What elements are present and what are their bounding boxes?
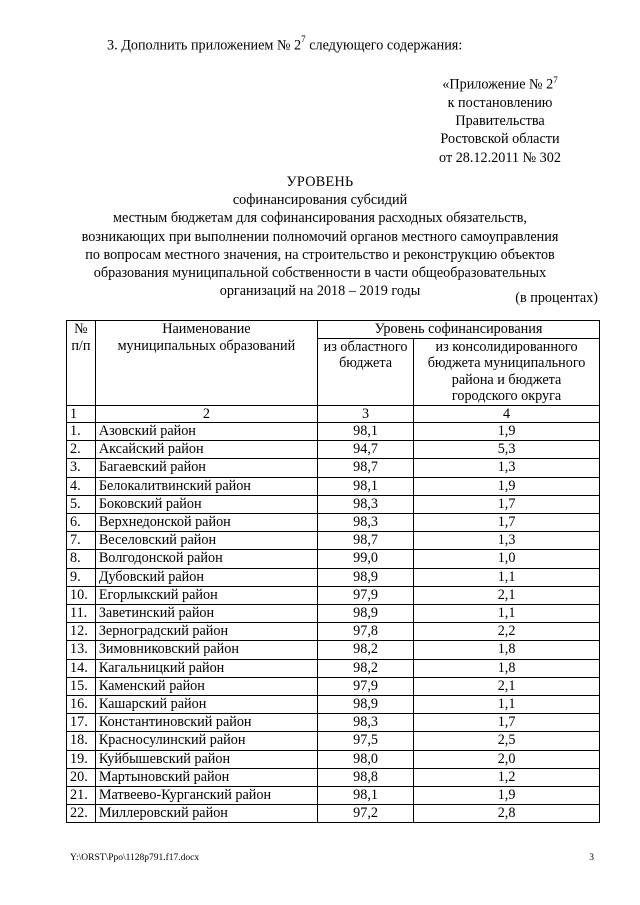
- regional-share: 98,7: [317, 459, 413, 477]
- table-row: [67, 641, 600, 659]
- regional-share: 98,3: [317, 495, 413, 513]
- consolidated-share: 1,9: [414, 423, 600, 441]
- header-name-line-2: муниципальных образований: [117, 337, 296, 354]
- municipality-name: Миллеровский район: [95, 805, 317, 823]
- municipality-name: Волгодонской район: [95, 550, 317, 568]
- header-number-line-1: №: [74, 321, 88, 337]
- consolidated-share: 1,8: [414, 641, 600, 659]
- table-row: [67, 459, 600, 477]
- consolidated-share: 5,3: [414, 441, 600, 459]
- regional-share: 98,1: [317, 477, 413, 495]
- table-row: [67, 805, 600, 823]
- municipality-name: Кагальницкий район: [95, 659, 317, 677]
- heading-line-5: образования муниципальной собственности в части общеобразовательных: [93, 265, 547, 282]
- header-level: Уровень софинансирования: [317, 321, 599, 339]
- header-consolidated-line-3: района и бюджета: [451, 371, 562, 388]
- municipality-name: Аксайский район: [95, 441, 317, 459]
- row-number: 3.: [67, 459, 96, 477]
- appendix-line-5: от 28.12.2011 № 302: [439, 149, 561, 166]
- column-number: 3: [317, 405, 413, 423]
- header-number-line-2: п/п: [71, 337, 91, 354]
- consolidated-share: 1,0: [414, 550, 600, 568]
- consolidated-share: 1,9: [414, 787, 600, 805]
- regional-share: 98,9: [317, 696, 413, 714]
- row-number: 12.: [67, 623, 96, 641]
- heading-line-3: возникающих при выполнении полномочий органов местного самоуправления: [81, 228, 559, 245]
- regional-share: 98,8: [317, 768, 413, 786]
- consolidated-share: 1,7: [414, 495, 600, 513]
- appendix-line-1: [400, 71, 600, 94]
- header-name-line-1: Наименование: [162, 321, 251, 337]
- document-heading: [60, 173, 580, 300]
- table-row: [67, 441, 600, 459]
- table-body: [67, 423, 600, 823]
- consolidated-share: 1,3: [414, 459, 600, 477]
- consolidated-share: 1,3: [414, 532, 600, 550]
- consolidated-share: 1,1: [414, 605, 600, 623]
- municipality-name: Заветинский район: [95, 605, 317, 623]
- appendix-line-2: к постановлению: [447, 94, 553, 111]
- regional-share: 97,9: [317, 677, 413, 695]
- table-row: [67, 787, 600, 805]
- regional-share: 98,9: [317, 568, 413, 586]
- row-number: 13.: [67, 641, 96, 659]
- intro-text-before: 3. Дополнить приложением № 2: [107, 37, 302, 54]
- row-number: 22.: [67, 805, 96, 823]
- heading-line-1: софинансирования субсидий: [232, 192, 408, 209]
- table-row: [67, 568, 600, 586]
- table-row: [67, 605, 600, 623]
- regional-share: 98,2: [317, 659, 413, 677]
- consolidated-share: 2,8: [414, 805, 600, 823]
- consolidated-share: 1,8: [414, 659, 600, 677]
- regional-share: 98,1: [317, 423, 413, 441]
- municipality-name: Боковский район: [95, 495, 317, 513]
- municipality-name: Дубовский район: [95, 568, 317, 586]
- row-number: 21.: [67, 787, 96, 805]
- appendix-line-3: Правительства: [455, 113, 545, 130]
- row-number: 16.: [67, 696, 96, 714]
- column-numbers-row: [67, 405, 600, 423]
- consolidated-share: 1,9: [414, 477, 600, 495]
- table-row: [67, 532, 600, 550]
- units-label: (в процентах): [515, 290, 598, 306]
- municipality-name: Кашарский район: [95, 696, 317, 714]
- municipality-name: Матвеево-Курганский район: [95, 787, 317, 805]
- regional-share: 98,0: [317, 750, 413, 768]
- table-row: [67, 623, 600, 641]
- footer-page-number: 3: [589, 853, 594, 863]
- appendix-line-4: Ростовской области: [440, 131, 560, 148]
- row-number: 1.: [67, 423, 96, 441]
- regional-share: 97,5: [317, 732, 413, 750]
- municipality-name: Зимовниковский район: [95, 641, 317, 659]
- municipality-name: Мартыновский район: [95, 768, 317, 786]
- table-row: [67, 586, 600, 604]
- table-row: [67, 732, 600, 750]
- column-number: 2: [95, 405, 317, 423]
- table-row: [67, 659, 600, 677]
- table-row: [67, 550, 600, 568]
- header-consolidated-line-1: из консолидированного: [435, 338, 578, 355]
- regional-share: 98,7: [317, 532, 413, 550]
- regional-share: 97,2: [317, 805, 413, 823]
- appendix-superscript: 7: [553, 75, 558, 85]
- regional-share: 98,3: [317, 714, 413, 732]
- table-row: [67, 768, 600, 786]
- row-number: 14.: [67, 659, 96, 677]
- regional-share: 99,0: [317, 550, 413, 568]
- heading-line-2: местным бюджетам для софинансирования расходных обязательств,: [113, 210, 527, 227]
- table-row: [67, 477, 600, 495]
- regional-share: 98,1: [317, 787, 413, 805]
- table-row: [67, 714, 600, 732]
- municipality-name: Белокалитвинский район: [95, 477, 317, 495]
- consolidated-share: 1,7: [414, 714, 600, 732]
- regional-share: 98,9: [317, 605, 413, 623]
- municipality-name: Зерноградский район: [95, 623, 317, 641]
- heading-line-4: по вопросам местного значения, на строительство и реконструкцию объектов: [85, 246, 555, 263]
- table-row: [67, 423, 600, 441]
- table-row: [67, 696, 600, 714]
- row-number: 8.: [67, 550, 96, 568]
- table-row: [67, 750, 600, 768]
- intro-text-after: следующего содержания:: [305, 37, 463, 54]
- consolidated-share: 1,2: [414, 768, 600, 786]
- intro-superscript: 7: [301, 34, 306, 44]
- municipality-name: Егорлыкский район: [95, 586, 317, 604]
- regional-share: 97,9: [317, 586, 413, 604]
- header-regional: [317, 338, 413, 405]
- consolidated-share: 1,7: [414, 514, 600, 532]
- row-number: 7.: [67, 532, 96, 550]
- consolidated-share: 1,1: [414, 696, 600, 714]
- regional-share: 97,8: [317, 623, 413, 641]
- table-row: [67, 677, 600, 695]
- column-number: 4: [414, 405, 600, 423]
- regional-share: 94,7: [317, 441, 413, 459]
- consolidated-share: 2,5: [414, 732, 600, 750]
- header-consolidated: [414, 338, 600, 405]
- row-number: 20.: [67, 768, 96, 786]
- footer-file-path: Y:\ORST\Ppo\1128p791.f17.docx: [70, 853, 200, 863]
- table-row: [67, 514, 600, 532]
- regional-share: 98,3: [317, 514, 413, 532]
- municipality-name: Константиновский район: [95, 714, 317, 732]
- row-number: 18.: [67, 732, 96, 750]
- row-number: 4.: [67, 477, 96, 495]
- row-number: 19.: [67, 750, 96, 768]
- municipality-name: Багаевский район: [95, 459, 317, 477]
- row-number: 17.: [67, 714, 96, 732]
- appendix-title: «Приложение № 2: [442, 76, 554, 93]
- consolidated-share: 2,2: [414, 623, 600, 641]
- consolidated-share: 2,0: [414, 750, 600, 768]
- header-consolidated-line-2: бюджета муниципального: [427, 355, 586, 371]
- consolidated-share: 2,1: [414, 677, 600, 695]
- row-number: 5.: [67, 495, 96, 513]
- row-number: 6.: [67, 514, 96, 532]
- municipality-name: Куйбышевский район: [95, 750, 317, 768]
- header-name: [95, 321, 317, 406]
- header-regional-line-2: бюджета: [339, 355, 392, 371]
- appendix-header: [400, 71, 600, 167]
- municipality-name: Азовский район: [95, 423, 317, 441]
- header-regional-line-1: из областного: [323, 338, 408, 355]
- municipality-name: Каменский район: [95, 677, 317, 695]
- row-number: 9.: [67, 568, 96, 586]
- table-row: [67, 495, 600, 513]
- consolidated-share: 2,1: [414, 586, 600, 604]
- row-number: 10.: [67, 586, 96, 604]
- consolidated-share: 1,1: [414, 568, 600, 586]
- municipality-name: Красносулинский район: [95, 732, 317, 750]
- row-number: 11.: [67, 605, 96, 623]
- row-number: 15.: [67, 677, 96, 695]
- municipality-name: Веселовский район: [95, 532, 317, 550]
- table-header-row-1: [67, 321, 600, 339]
- column-number: 1: [67, 405, 96, 423]
- cofinancing-table: [66, 320, 600, 823]
- header-consolidated-line-4: городского округа: [451, 388, 562, 404]
- header-number: [67, 321, 96, 406]
- heading-title: УРОВЕНЬ: [286, 174, 354, 190]
- row-number: 2.: [67, 441, 96, 459]
- municipality-name: Верхнедонской район: [95, 514, 317, 532]
- amendment-intro: [107, 36, 462, 55]
- heading-line-6: организаций на 2018 – 2019 годы: [219, 283, 421, 300]
- regional-share: 98,2: [317, 641, 413, 659]
